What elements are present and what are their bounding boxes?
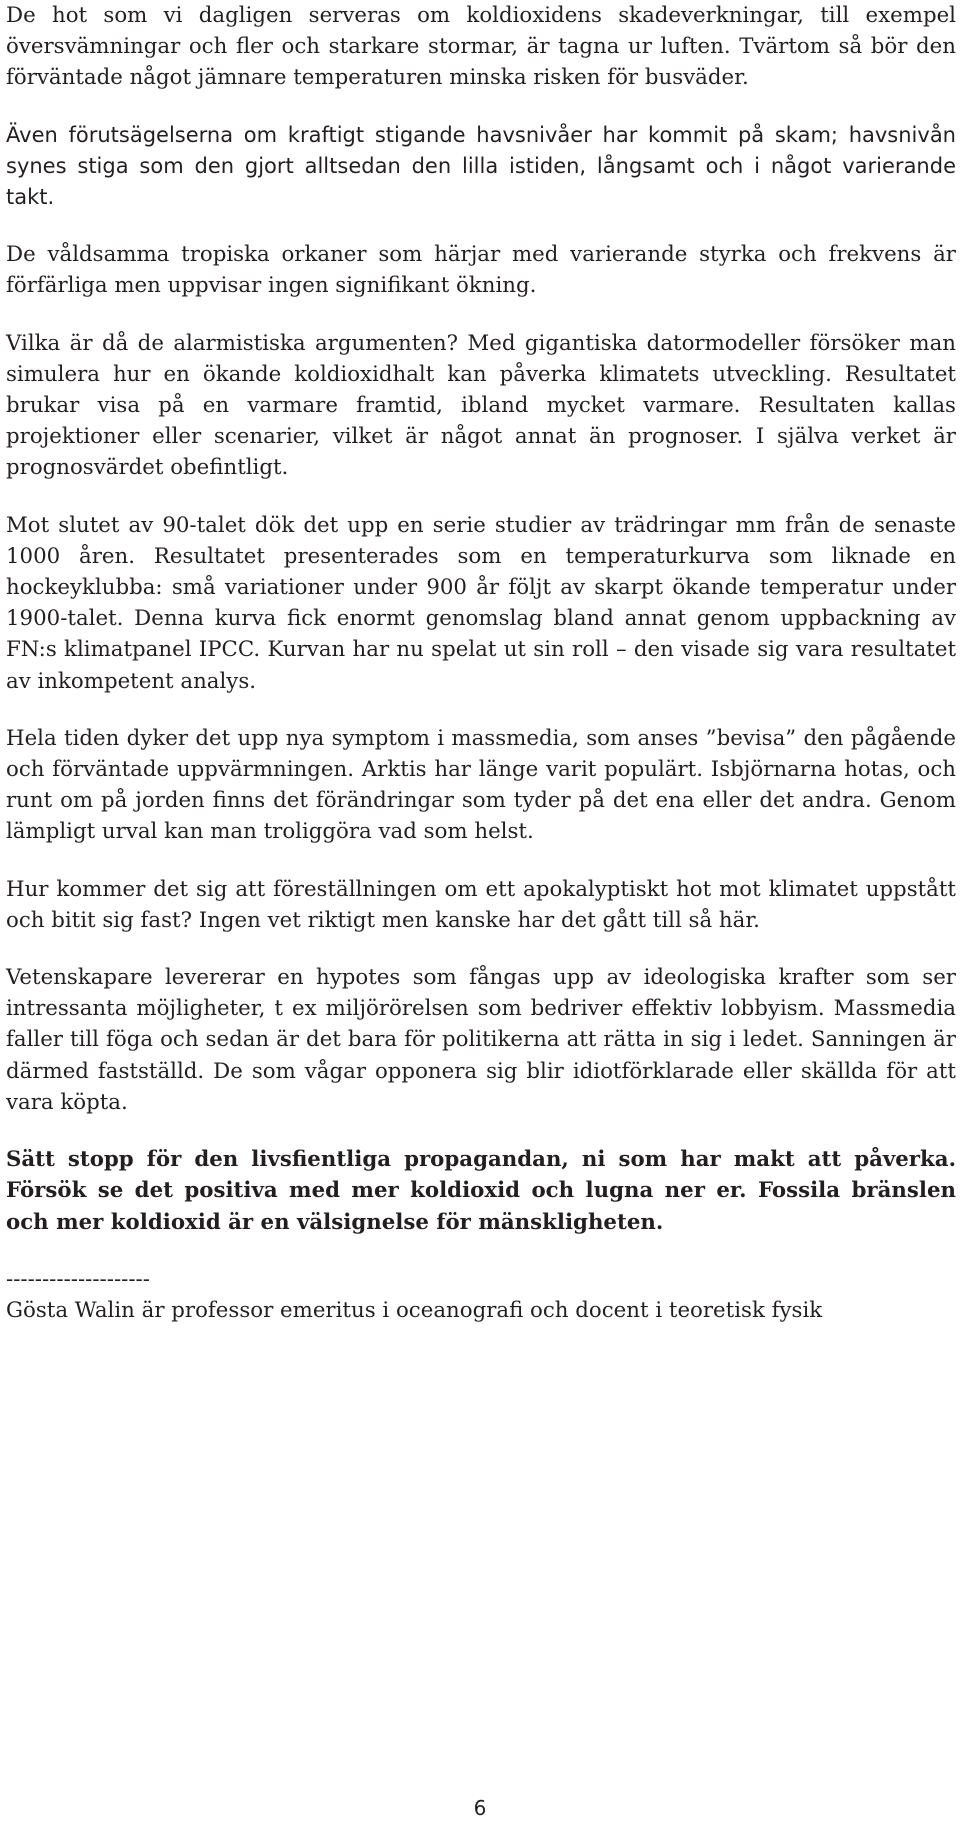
paragraph-hurricanes: De våldsamma tropiska orkaner som härjar med varierande styrka och frekvens är förfärliga men uppvisar ingen signifikant ökning. <box>6 242 956 299</box>
paragraph-hockey-stick: Mot slutet av 90-talet dök det upp en serie studier av trädringar mm från de senaste 1000 åren. Resultatet presenterades som en temperaturkurva som liknade en hockeyklubba: små variationer under 900 år följt av skarpt ökande temperatur under 1900-talet. Denna kurva fick enormt genomslag bland annat genom uppbackning av FN:s klimatpanel IPCC. Kurvan har nu spelat ut sin roll – den visade sig vara resultatet av inkompetent analys. <box>6 512 956 694</box>
closing-statement: Sätt stopp för den livsfientliga propagandan, ni som har makt att påverka. Försök se det positiva med mer koldioxid och lugna ner er. Fossila bränslen och mer koldioxid är en välsignelse för mänskligheten. <box>6 1147 956 1235</box>
paragraph-scientists-hypothesis: Vetenskapare levererar en hypotes som fångas upp av ideologiska krafter som ser intressanta möjligheter, t ex miljörörelsen som bedriver effektiv lobbyism. Massmedia faller till föga och sedan är det bara för politikerna att rätta in sig i ledet. Sanningen är därmed fastställd. De som vågar opponera sig blir idiotförklarade eller skällda för att vara köpta. <box>6 965 956 1115</box>
page-number: 6 <box>473 1796 487 1820</box>
paragraph-storms: De hot som vi dagligen serveras om koldioxidens skadeverkningar, till exempel översvämningar och fler och starkare stormar, är tagna ur luften. Tvärtom så bör den förväntade något jämnare temperaturen minska risken för busväder. <box>6 3 956 91</box>
author-byline: Gösta Walin är professor emeritus i oceanografi och docent i teoretisk fysik <box>6 1297 823 1323</box>
byline-separator: -------------------- <box>6 1266 150 1292</box>
paragraph-media-symptoms: Hela tiden dyker det upp nya symptom i massmedia, som anses ”bevisa” den pågående och förväntade uppvärmningen. Arktis har länge varit populärt. Isbjörnarna hotas, och runt om på jorden finns det förändringar som tyder på det ena eller det andra. Genom lämpligt urval kan man troliggöra vad som helst. <box>6 725 956 845</box>
document-page <box>6 0 956 1326</box>
paragraph-sea-level: Även förutsägelserna om kraftigt stigande havsnivåer har kommit på skam; havsnivån synes stiga som den gjort alltsedan den lilla istiden, långsamt och i något varierande takt. <box>6 122 956 210</box>
paragraph-models: Vilka är då de alarmistiska argumenten? Med gigantiska datormodeller försöker man simulera hur en ökande koldioxidhalt kan påverka klimatets utveckling. Resultatet brukar visa på en varmare framtid, ibland mycket varmare. Resultaten kallas projektioner eller scenarier, vilket är något annat än prognoser. I själva verket är prognosvärdet obefintligt. <box>6 330 956 481</box>
paragraph-apocalyptic-question: Hur kommer det sig att föreställningen om ett apokalyptiskt hot mot klimatet uppstått och bitit sig fast? Ingen vet riktigt men kanske har det gått till så här. <box>6 876 956 933</box>
